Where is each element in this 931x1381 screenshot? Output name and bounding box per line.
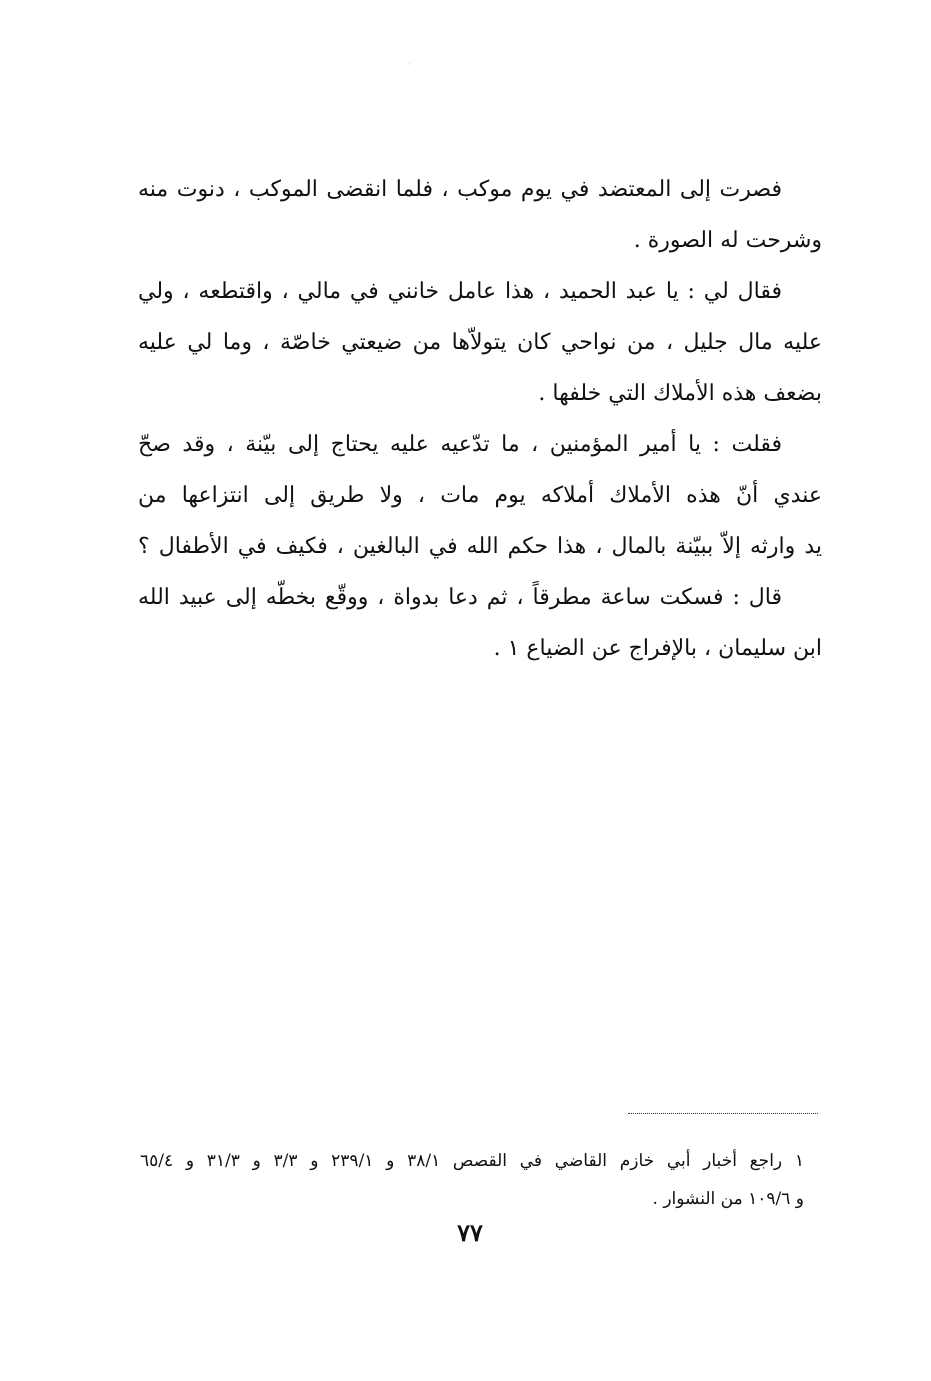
text-line: ابن سليمان ، بالإفراج عن الضياع ١ . xyxy=(493,636,822,661)
scan-speck: · xyxy=(408,60,411,70)
text-line: وشرحت له الصورة . xyxy=(633,228,822,253)
footnote xyxy=(140,1142,804,1218)
text-line: عندي أنّ هذه الأملاك أملاكه يوم مات ، ولا طريق إلى انتزاعها من xyxy=(138,483,822,508)
footnote-separator xyxy=(628,1113,818,1114)
text-line: فصرت إلى المعتضد في يوم موكب ، فلما انقضى الموكب ، دنوت منه xyxy=(138,177,782,202)
text-line: فقلت : يا أمير المؤمنين ، ما تدّعيه عليه يحتاج إلى بيّنة ، وقد صحّ xyxy=(138,432,782,457)
text-line: عليه مال جليل ، من نواحي كان يتولاّها من ضيعتي خاصّة ، وما لي عليه xyxy=(138,330,822,355)
text-line: بضعف هذه الأملاك التي خلفها . xyxy=(538,381,822,406)
text-line: قال : فسكت ساعة مطرقاً ، ثم دعا بدواة ، ووقّع بخطّه إلى عبيد الله xyxy=(138,585,782,610)
main-text xyxy=(138,164,822,674)
page-number: ٧٧ xyxy=(457,1218,483,1247)
text-line: يد وارثه إلاّ ببيّنة بالمال ، هذا حكم الله في البالغين ، فكيف في الأطفال ؟ xyxy=(138,534,822,559)
footnote-line: و ١٠٩/٦ من النشوار . xyxy=(652,1189,804,1209)
footnote-line: ١ راجع أخبار أبي خازم القاضي في القصص ٣٨/١ و ٢٣٩/١ و ٣/٣ و ٣١/٣ و ٦٥/٤ xyxy=(140,1151,804,1171)
text-line: فقال لي : يا عبد الحميد ، هذا عامل خانني في مالي ، واقتطعه ، ولي xyxy=(138,279,782,304)
